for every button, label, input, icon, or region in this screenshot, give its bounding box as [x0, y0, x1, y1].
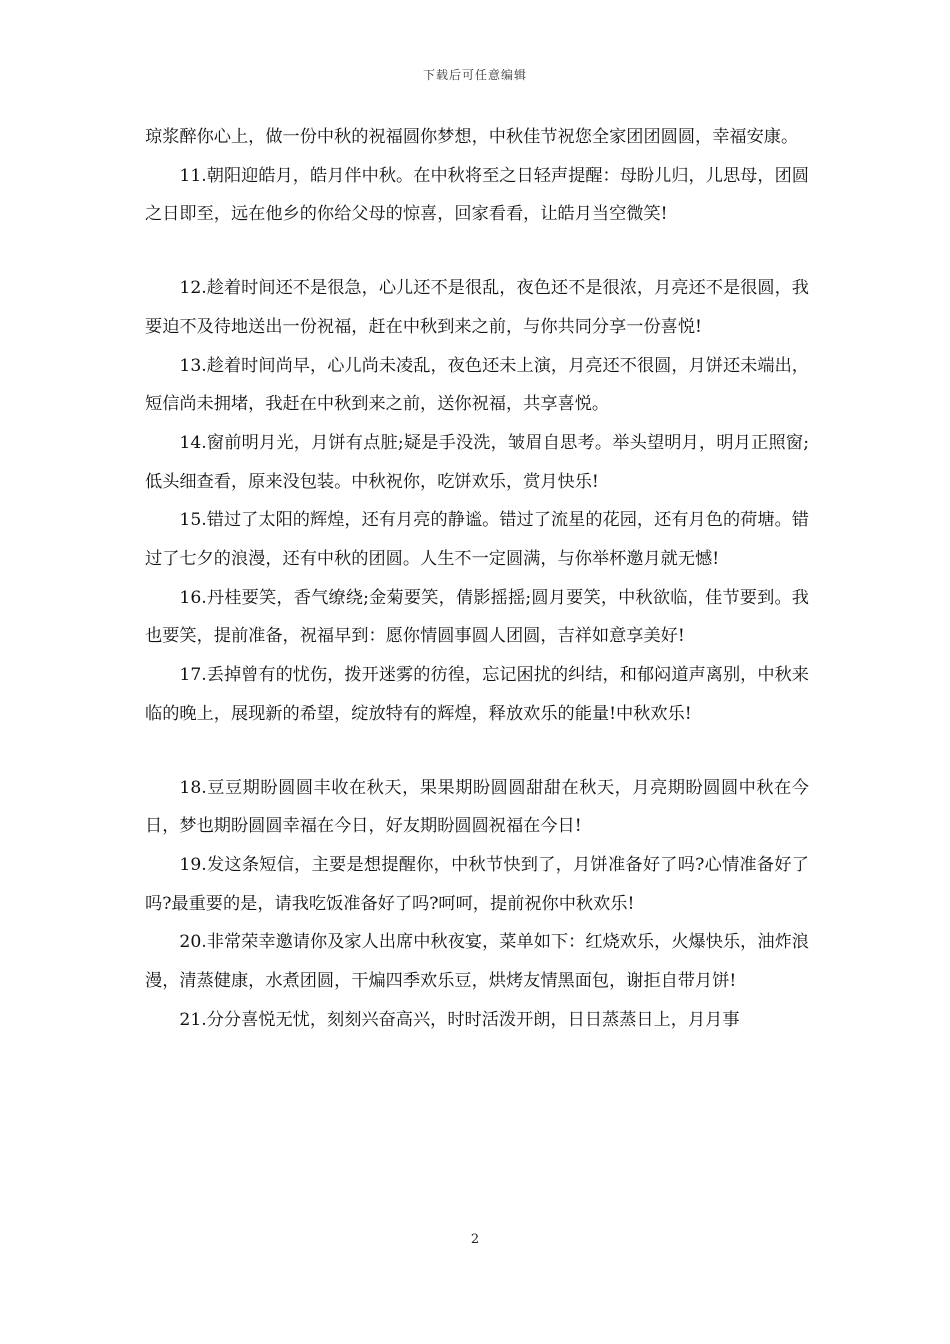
page-header-note: 下载后可任意编辑: [422, 68, 527, 82]
paragraph-item-13: 13.趁着时间尚早，心儿尚未凌乱，夜色还未上演，月亮还不很圆，月饼还未端出，短信尚未拥堵，我赶在中秋到来之前，送你祝福，共享喜悦。: [145, 355, 809, 415]
paragraph-item-11: 11.朝阳迎皓月，皓月伴中秋。在中秋将至之日轻声提醒：母盼儿归，儿思母，团圆之日即至，远在他乡的你给父母的惊喜，回家看看，让皓月当空微笑!: [145, 165, 809, 225]
page-number: 2: [470, 1232, 480, 1247]
paragraph-item-16: 16.丹桂要笑，香气缭绕;金菊要笑，倩影摇摇;圆月要笑，中秋欲临，佳节要到。我也要笑，提前准备，祝福早到：愿你情圆事圆人团圆，吉祥如意享美好!: [145, 587, 809, 647]
paragraph-item-18: 18.豆豆期盼圆圆丰收在秋天，果果期盼圆圆甜甜在秋天，月亮期盼圆圆中秋在今日，梦也期盼圆圆幸福在今日，好友期盼圆圆祝福在今日!: [145, 777, 809, 837]
paragraph-item-20: 20.非常荣幸邀请你及家人出席中秋夜宴，菜单如下：红烧欢乐，火爆快乐，油炸浪漫，清蒸健康，水煮团圆，干煸四季欢乐豆，烘烤友情黑面包，谢拒自带月饼!: [145, 932, 809, 992]
document-body: [145, 118, 809, 1039]
paragraph-item-12: 12.趁着时间还不是很急，心儿还不是很乱，夜色还不是很浓，月亮还不是很圆，我要迫不及待地送出一份祝福，赶在中秋到来之前，与你共同分享一份喜悦!: [145, 278, 809, 337]
paragraph-item-14: 14.窗前明月光，月饼有点脏;疑是手没洗，皱眉自思考。举头望明月，明月正照窗;低头细查看，原来没包装。中秋祝你，吃饼欢乐，赏月快乐!: [145, 432, 809, 492]
paragraph-item-15: 15.错过了太阳的辉煌，还有月亮的静谧。错过了流星的花园，还有月色的荷塘。错过了七夕的浪漫，还有中秋的团圆。人生不一定圆满，与你举杯邀月就无憾!: [145, 510, 809, 570]
paragraph-continuation: 琼浆醉你心上，做一份中秋的祝福圆你梦想，中秋佳节祝您全家团团圆圆，幸福安康。: [145, 127, 799, 147]
paragraph-item-19: 19.发这条短信，主要是想提醒你，中秋节快到了，月饼准备好了吗?心情准备好了吗?最重要的是，请我吃饭准备好了吗?呵呵，提前祝你中秋欢乐!: [145, 854, 809, 914]
paragraph-item-21: 21.分分喜悦无忧，刻刻兴奋高兴，时时活泼开朗，日日蒸蒸日上，月月事: [179, 1009, 740, 1030]
paragraph-item-17: 17.丢掉曾有的忧伤，拨开迷雾的彷徨，忘记困扰的纠结，和郁闷道声离别，中秋来临的晚上，展现新的希望，绽放特有的辉煌，释放欢乐的能量!中秋欢乐!: [145, 665, 809, 724]
